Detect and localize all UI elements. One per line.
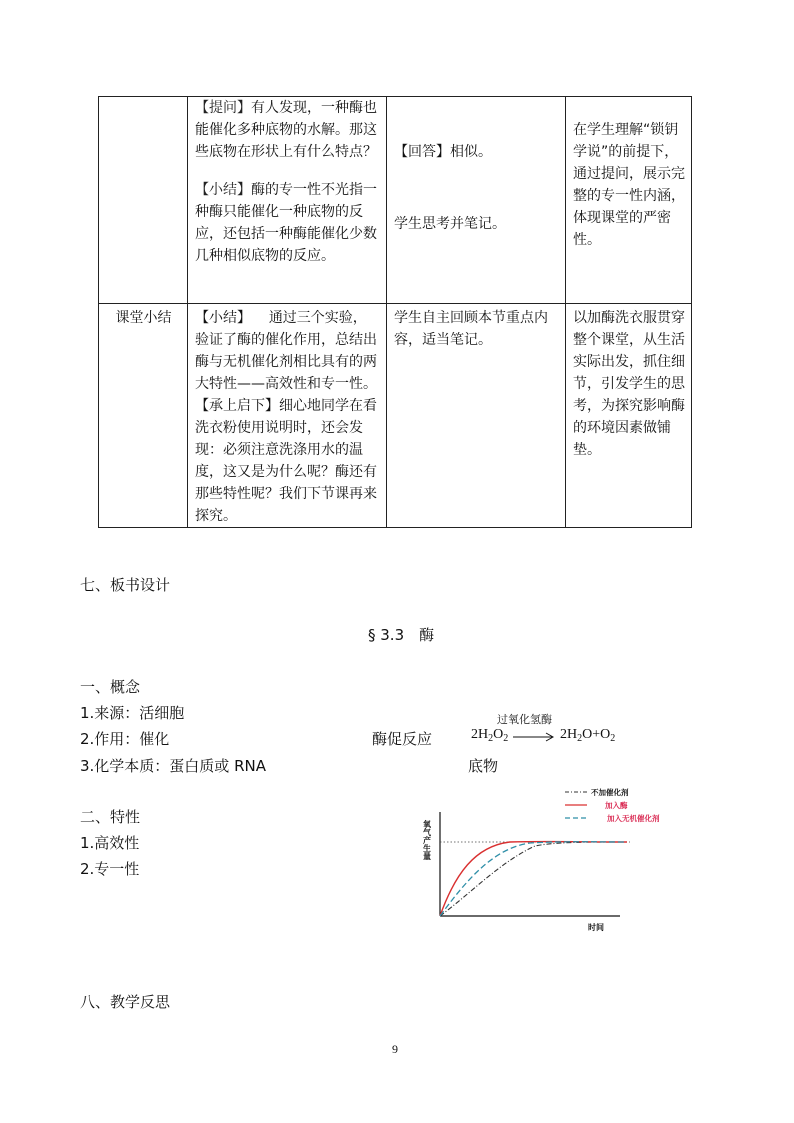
row1-intent-text: 在学生理解“锁钥学说”的前提下，通过提问，展示完整的专一性内涵，体现课堂的严密性。 xyxy=(573,122,685,248)
series-no-catalyst xyxy=(440,842,627,916)
summary-tag: 【小结】 xyxy=(195,182,251,198)
concept-item-function: 2.作用：催化 xyxy=(80,730,170,748)
row2-student-cell xyxy=(387,304,566,528)
concept-item-nature: 3.化学本质：蛋白质或 RNA xyxy=(80,757,266,775)
section7-heading: 七、板书设计 xyxy=(80,576,171,594)
row2-student-text: 学生自主回顾本节重点内容，适当笔记。 xyxy=(394,310,548,348)
student-note: 学生思考并笔记。 xyxy=(394,216,506,232)
trait-specificity: 2.专一性 xyxy=(80,860,140,878)
reaction-arrow-icon xyxy=(513,731,555,743)
series-enzyme xyxy=(440,842,627,916)
row2-teacher-cell xyxy=(188,304,387,528)
transition-text: 细心地同学在看洗衣粉使用说明时，还会发现：必须注意洗涤用水的温度，这又是为什么呢？酶还有那些特性呢？我们下节课再来探究。 xyxy=(195,398,377,524)
row2-stage-cell xyxy=(99,304,188,528)
summary2-tag: 【小结】 xyxy=(195,310,251,326)
row2-intent-text: 以加酶洗衣服贯穿整个课堂，从生活实际出发，抓住细节，引发学生的思考，为探究影响酶的环境因素做铺垫。 xyxy=(573,310,685,458)
trait-efficiency: 1.高效性 xyxy=(80,834,140,852)
legend-label-inorganic: 加入无机催化剂 xyxy=(607,814,660,823)
question-tag: 【提问】 xyxy=(195,100,251,116)
board-title: § 3.3 酶 xyxy=(368,626,435,644)
stage-label: 课堂小结 xyxy=(115,310,172,326)
traits-heading: 二、特性 xyxy=(80,808,141,826)
enzyme-reaction-label: 酶促反应 xyxy=(372,730,433,748)
concept-item-source: 1.来源：活细胞 xyxy=(80,704,185,722)
series-inorganic xyxy=(440,842,627,916)
lesson-table xyxy=(98,96,692,528)
y-axis-label: 氧气产生量 xyxy=(422,820,432,860)
substrate-label: 底物 xyxy=(468,757,499,775)
question-text: 有人发现，一种酶也能催化多种底物的水解。那这些底物在形状上有什么特点？ xyxy=(195,100,377,160)
answer-text: 相似。 xyxy=(450,144,492,160)
legend-label-no-catalyst: 不加催化剂 xyxy=(591,788,629,797)
page-number: 9 xyxy=(392,1042,398,1056)
x-axis-label: 时间 xyxy=(588,923,604,932)
reaction-reactant: $2H_2O_2$ xyxy=(471,727,509,744)
catalyst-label: 过氧化氢酶 xyxy=(497,713,552,726)
reaction-product: $2H_2O+O_2$ xyxy=(560,727,616,744)
summary2-text: 通过三个实验，验证了酶的催化作用，总结出酶与无机催化剂相比具有的两大特性——高效性和专一性。 xyxy=(195,310,377,392)
chart-legend xyxy=(565,787,660,823)
table-row xyxy=(99,304,692,528)
row1-teacher-cell xyxy=(188,97,387,304)
transition-tag: 【承上启下】 xyxy=(195,398,279,414)
summary-text: 酶的专一性不光指一种酶只能催化一种底物的反应，还包括一种酶能催化少数几种相似底物的反应。 xyxy=(195,182,377,264)
row1-stage-cell xyxy=(99,97,188,304)
row1-student-cell xyxy=(387,97,566,304)
oxygen-production-chart xyxy=(415,784,685,936)
row2-intent-cell xyxy=(566,304,692,528)
table-row xyxy=(99,97,692,304)
legend-label-enzyme: 加入酶 xyxy=(605,801,628,810)
row1-intent-cell xyxy=(566,97,692,304)
section8-heading: 八、教学反思 xyxy=(80,993,171,1011)
answer-tag: 【回答】 xyxy=(394,144,450,160)
concept-heading: 一、概念 xyxy=(80,678,141,696)
